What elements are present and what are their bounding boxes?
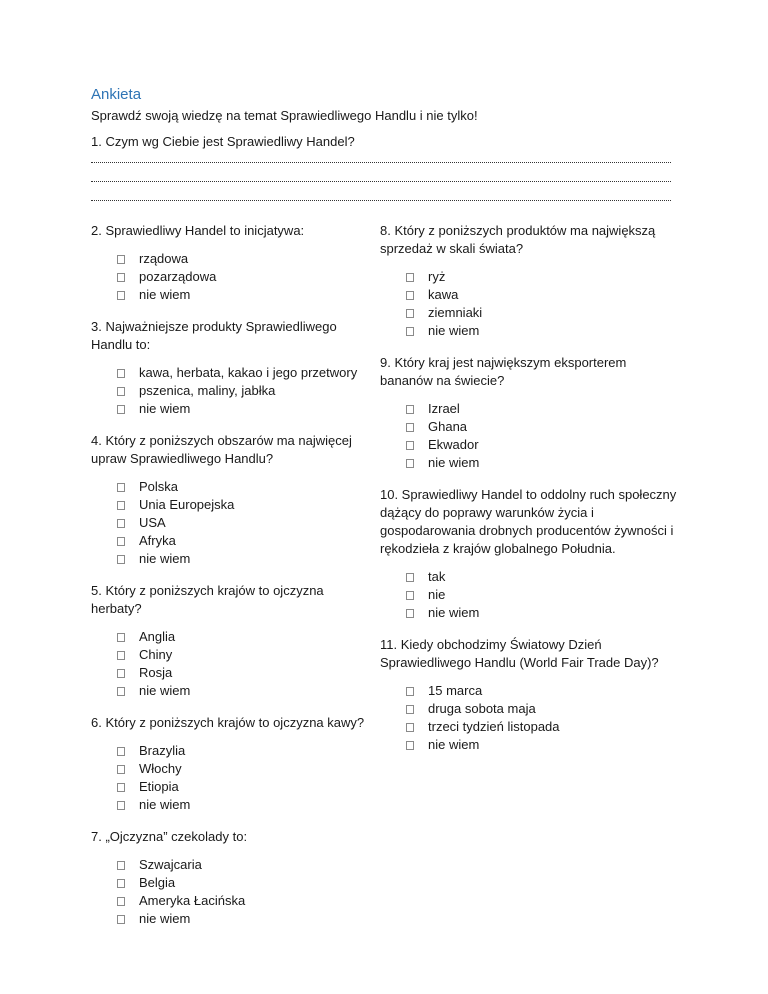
option-label: Włochy bbox=[139, 761, 182, 776]
checkbox-icon[interactable] bbox=[117, 915, 125, 924]
answer-option[interactable] bbox=[117, 250, 371, 268]
answer-option[interactable] bbox=[406, 322, 680, 340]
answer-option[interactable] bbox=[117, 778, 371, 796]
checkbox-icon[interactable] bbox=[406, 723, 414, 732]
answer-option[interactable] bbox=[117, 664, 371, 682]
option-label: Chiny bbox=[139, 647, 173, 662]
checkbox-icon[interactable] bbox=[117, 483, 125, 492]
option-label: Afryka bbox=[139, 533, 176, 548]
question-text: 9. Który kraj jest największym eksporterem bananów na świecie? bbox=[380, 355, 627, 388]
option-label: Belgia bbox=[139, 875, 176, 890]
answer-option[interactable] bbox=[406, 700, 680, 718]
checkbox-icon[interactable] bbox=[406, 591, 414, 600]
checkbox-icon[interactable] bbox=[117, 291, 125, 300]
checkbox-icon[interactable] bbox=[117, 861, 125, 870]
checkbox-icon[interactable] bbox=[117, 765, 125, 774]
option-label: Brazylia bbox=[139, 743, 186, 758]
option-label: 15 marca bbox=[428, 683, 483, 698]
checkbox-icon[interactable] bbox=[117, 801, 125, 810]
answer-option[interactable] bbox=[117, 796, 371, 814]
option-label: Etiopia bbox=[139, 779, 179, 794]
answer-option[interactable] bbox=[117, 400, 371, 418]
answer-options bbox=[380, 682, 680, 754]
answer-option[interactable] bbox=[406, 604, 680, 622]
answer-option[interactable] bbox=[117, 532, 371, 550]
answer-options bbox=[91, 478, 371, 568]
checkbox-icon[interactable] bbox=[117, 879, 125, 888]
checkbox-icon[interactable] bbox=[117, 555, 125, 564]
option-label: USA bbox=[139, 515, 166, 530]
option-label: Rosja bbox=[139, 665, 173, 680]
checkbox-icon[interactable] bbox=[117, 669, 125, 678]
answer-option[interactable] bbox=[406, 304, 680, 322]
answer-option[interactable] bbox=[117, 550, 371, 568]
option-label: Unia Europejska bbox=[139, 497, 235, 512]
checkbox-icon[interactable] bbox=[117, 651, 125, 660]
checkbox-icon[interactable] bbox=[117, 387, 125, 396]
checkbox-icon[interactable] bbox=[117, 537, 125, 546]
option-label: nie wiem bbox=[428, 605, 480, 620]
answer-options bbox=[91, 628, 371, 700]
checkbox-icon[interactable] bbox=[406, 273, 414, 282]
option-label: nie bbox=[428, 587, 446, 602]
question-text: 11. Kiedy obchodzimy Światowy Dzień Sprawiedliwego Handlu (World Fair Trade Day)? bbox=[380, 637, 659, 670]
option-label: Izrael bbox=[428, 401, 460, 416]
option-label: trzeci tydzień listopada bbox=[428, 719, 560, 734]
answer-option[interactable] bbox=[117, 682, 371, 700]
question-1: 1. Czym wg Ciebie jest Sprawiedliwy Handel? bbox=[91, 134, 355, 149]
option-label: pozarządowa bbox=[139, 269, 217, 284]
answer-option[interactable] bbox=[117, 760, 371, 778]
checkbox-icon[interactable] bbox=[117, 501, 125, 510]
checkbox-icon[interactable] bbox=[406, 309, 414, 318]
checkbox-icon[interactable] bbox=[117, 783, 125, 792]
checkbox-icon[interactable] bbox=[406, 573, 414, 582]
answer-option[interactable] bbox=[117, 892, 371, 910]
answer-option[interactable] bbox=[117, 478, 371, 496]
checkbox-icon[interactable] bbox=[406, 687, 414, 696]
answer-option[interactable] bbox=[117, 364, 371, 382]
answer-line-1[interactable] bbox=[91, 158, 671, 163]
option-label: nie wiem bbox=[139, 287, 191, 302]
answer-options bbox=[91, 742, 371, 814]
option-label: nie wiem bbox=[428, 737, 480, 752]
answer-option[interactable] bbox=[117, 856, 371, 874]
answer-options bbox=[380, 400, 680, 472]
checkbox-icon[interactable] bbox=[406, 405, 414, 414]
answer-option[interactable] bbox=[406, 418, 680, 436]
checkbox-icon[interactable] bbox=[117, 633, 125, 642]
question-text: 10. Sprawiedliwy Handel to oddolny ruch społeczny dążący do poprawy warunków życia i gospodarowania drobnych producentów żywności i rękodzieła z krajów globalnego Południa. bbox=[380, 487, 677, 556]
answer-option[interactable] bbox=[406, 568, 680, 586]
question-text: 5. Który z poniższych krajów to ojczyzna herbaty? bbox=[91, 583, 324, 616]
option-label: nie wiem bbox=[428, 323, 480, 338]
option-label: nie wiem bbox=[428, 455, 480, 470]
option-label: rządowa bbox=[139, 251, 189, 266]
checkbox-icon[interactable] bbox=[117, 687, 125, 696]
option-label: ziemniaki bbox=[428, 305, 483, 320]
checkbox-icon[interactable] bbox=[117, 255, 125, 264]
answer-option[interactable] bbox=[117, 286, 371, 304]
checkbox-icon[interactable] bbox=[406, 459, 414, 468]
answer-options bbox=[91, 250, 371, 304]
answer-options bbox=[380, 568, 680, 622]
option-label: nie wiem bbox=[139, 551, 191, 566]
page-subtitle: Sprawdź swoją wiedzę na temat Sprawiedliwego Handlu i nie tylko! bbox=[91, 108, 478, 123]
checkbox-icon[interactable] bbox=[117, 747, 125, 756]
checkbox-icon[interactable] bbox=[406, 741, 414, 750]
checkbox-icon[interactable] bbox=[117, 405, 125, 414]
option-label: kawa bbox=[428, 287, 459, 302]
option-label: kawa, herbata, kakao i jego przetwory bbox=[139, 365, 358, 380]
answer-line-3[interactable] bbox=[91, 196, 671, 201]
option-label: ryż bbox=[428, 269, 446, 284]
answer-option[interactable] bbox=[117, 742, 371, 760]
option-label: Ghana bbox=[428, 419, 468, 434]
answer-option[interactable] bbox=[406, 586, 680, 604]
page-title: Ankieta bbox=[91, 86, 142, 103]
answer-option[interactable] bbox=[406, 718, 680, 736]
option-label: nie wiem bbox=[139, 401, 191, 416]
option-label: Szwajcaria bbox=[139, 857, 202, 872]
checkbox-icon[interactable] bbox=[117, 273, 125, 282]
answer-option[interactable] bbox=[406, 736, 680, 754]
answer-option[interactable] bbox=[406, 400, 680, 418]
answer-option[interactable] bbox=[117, 628, 371, 646]
option-label: Anglia bbox=[139, 629, 176, 644]
answer-option[interactable] bbox=[117, 646, 371, 664]
checkbox-icon[interactable] bbox=[406, 441, 414, 450]
option-label: pszenica, maliny, jabłka bbox=[139, 383, 276, 398]
answer-options bbox=[91, 364, 371, 418]
answer-option[interactable] bbox=[406, 286, 680, 304]
checkbox-icon[interactable] bbox=[406, 423, 414, 432]
answer-options bbox=[380, 268, 680, 340]
option-label: nie wiem bbox=[139, 683, 191, 698]
answer-line-2[interactable] bbox=[91, 177, 671, 182]
question-text: 2. Sprawiedliwy Handel to inicjatywa: bbox=[91, 223, 305, 238]
option-label: druga sobota maja bbox=[428, 701, 536, 716]
checkbox-icon[interactable] bbox=[117, 897, 125, 906]
question-text: 7. „Ojczyzna” czekolady to: bbox=[91, 829, 248, 844]
answer-option[interactable] bbox=[117, 382, 371, 400]
option-label: nie wiem bbox=[139, 797, 191, 812]
checkbox-icon[interactable] bbox=[117, 519, 125, 528]
checkbox-icon[interactable] bbox=[406, 609, 414, 618]
checkbox-icon[interactable] bbox=[406, 291, 414, 300]
answer-option[interactable] bbox=[406, 682, 680, 700]
answer-option[interactable] bbox=[117, 496, 371, 514]
checkbox-icon[interactable] bbox=[406, 327, 414, 336]
question-text: 8. Który z poniższych produktów ma największą sprzedaż w skali świata? bbox=[380, 223, 656, 256]
option-label: tak bbox=[428, 569, 446, 584]
question-text: 6. Który z poniższych krajów to ojczyzna kawy? bbox=[91, 715, 365, 730]
option-label: Ameryka Łacińska bbox=[139, 893, 246, 908]
option-label: Polska bbox=[139, 479, 179, 494]
answer-option[interactable] bbox=[406, 454, 680, 472]
right-column bbox=[380, 222, 680, 768]
answer-option[interactable] bbox=[406, 436, 680, 454]
option-label: nie wiem bbox=[139, 911, 191, 926]
answer-options bbox=[91, 856, 371, 928]
checkbox-icon[interactable] bbox=[117, 369, 125, 378]
question-text: 3. Najważniejsze produkty Sprawiedliwego Handlu to: bbox=[91, 319, 337, 352]
option-label: Ekwador bbox=[428, 437, 479, 452]
left-column bbox=[91, 222, 371, 942]
checkbox-icon[interactable] bbox=[406, 705, 414, 714]
answer-option[interactable] bbox=[117, 514, 371, 532]
answer-option[interactable] bbox=[406, 268, 680, 286]
answer-option[interactable] bbox=[117, 268, 371, 286]
question-text: 4. Który z poniższych obszarów ma najwięcej upraw Sprawiedliwego Handlu? bbox=[91, 433, 352, 466]
answer-option[interactable] bbox=[117, 874, 371, 892]
answer-option[interactable] bbox=[117, 910, 371, 928]
